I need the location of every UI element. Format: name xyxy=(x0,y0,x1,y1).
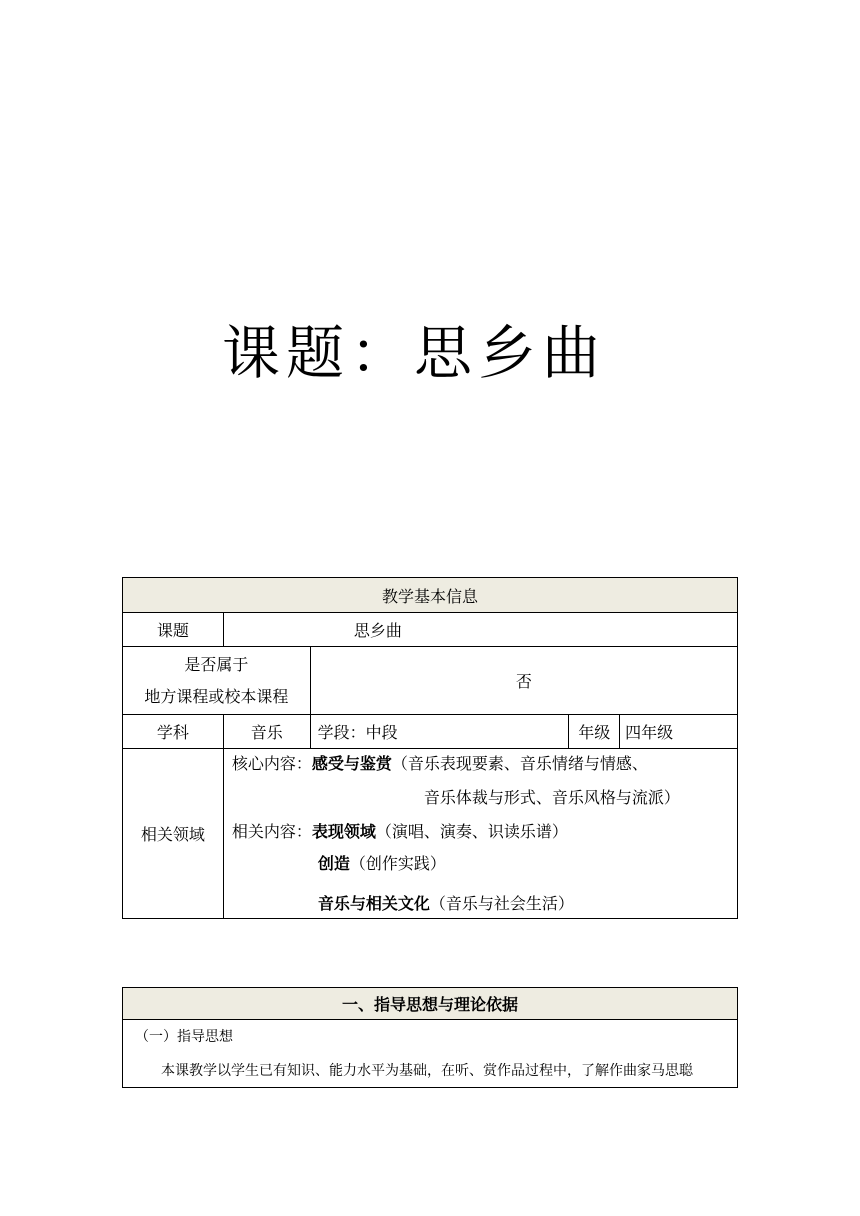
grade-label: 年级 xyxy=(569,715,620,749)
guide-table-content xyxy=(123,1020,738,1088)
local-course-value: 否 xyxy=(310,647,737,715)
guide-table-header: 一、指导思想与理论依据 xyxy=(123,988,738,1020)
core-content-line: 核心内容：感受与鉴赏（音乐表现要素、音乐情绪与情感、 xyxy=(231,754,648,773)
grade-value: 四年级 xyxy=(620,715,738,749)
info-table xyxy=(122,577,738,919)
related-content-culture: 音乐与相关文化（音乐与社会生活） xyxy=(317,894,574,913)
guide-paragraph: 本课教学以学生已有知识、能力水平为基础，在听、赏作品过程中，了解作曲家马思聪 xyxy=(161,1063,693,1079)
core-content-line-2: 音乐体裁与形式、音乐风格与流派） xyxy=(423,788,680,807)
guide-subheading: （一）指导思想 xyxy=(135,1029,233,1045)
subject-value: 音乐 xyxy=(223,715,310,749)
info-table-header: 教学基本信息 xyxy=(123,578,738,613)
related-content-line: 相关内容：表现领域（演唱、演奏、识读乐谱） xyxy=(231,822,568,841)
topic-label: 课题 xyxy=(123,613,224,647)
page-title: 课题：思乡曲 xyxy=(222,319,607,387)
guide-table xyxy=(122,987,738,1088)
domain-label: 相关领域 xyxy=(123,749,224,919)
subject-label: 学科 xyxy=(123,715,224,749)
topic-value: 思乡曲 xyxy=(223,613,737,647)
stage-value: 学段：中段 xyxy=(310,715,569,749)
related-content-create: 创造（创作实践） xyxy=(317,854,446,873)
domain-content xyxy=(223,749,737,919)
local-course-label: 是否属于 地方课程或校本课程 xyxy=(123,647,311,715)
